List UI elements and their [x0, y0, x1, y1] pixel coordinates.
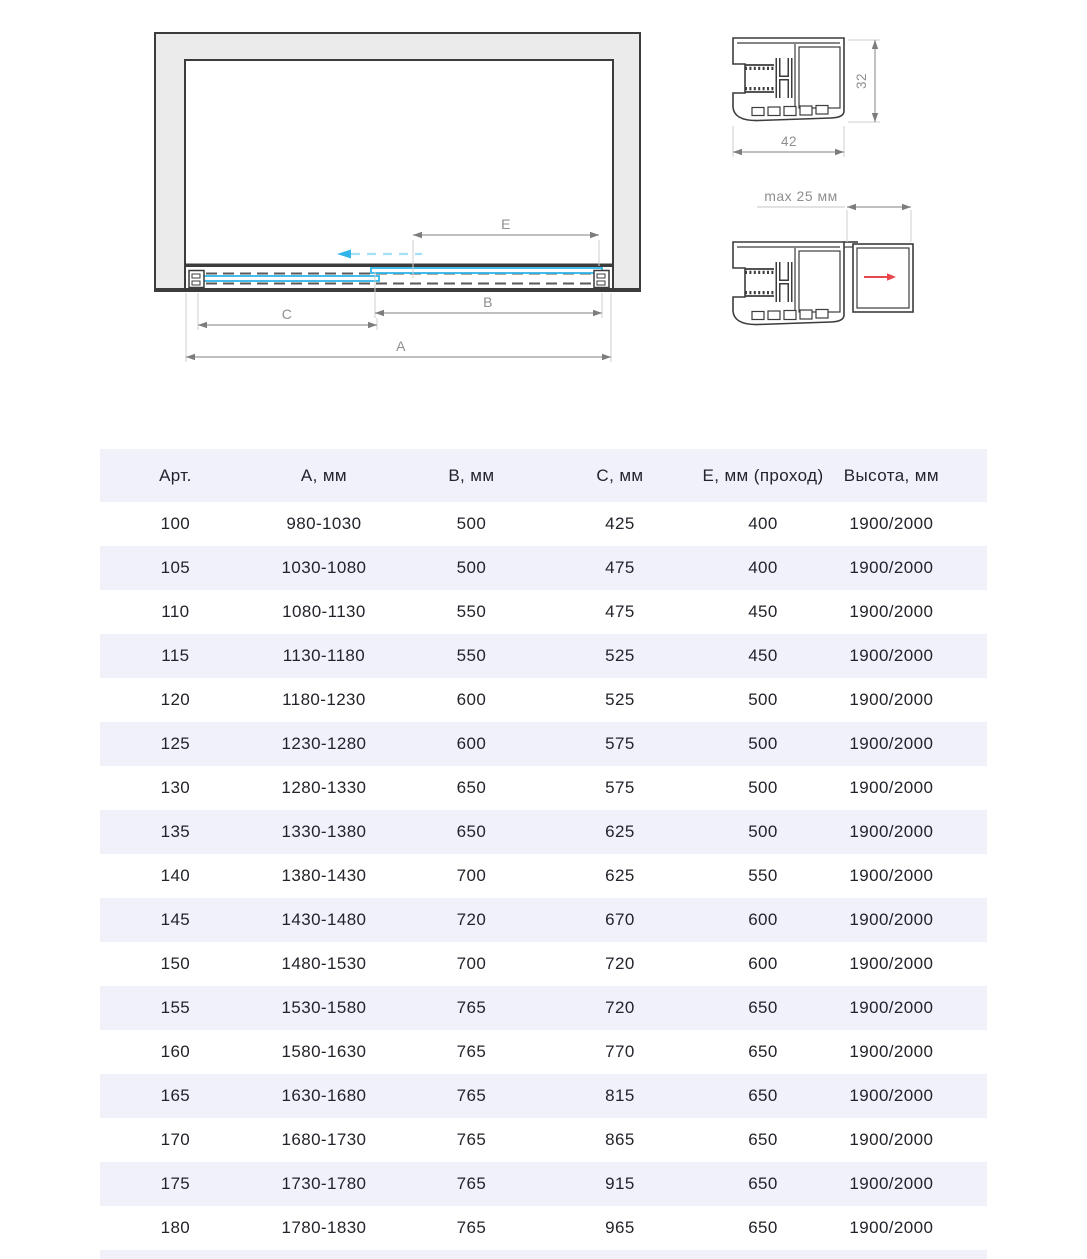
right-bracket — [594, 271, 609, 288]
table-cell: 1900/2000 — [849, 998, 934, 1017]
table-cell: 475 — [605, 558, 635, 577]
column-header: Высота, мм — [843, 465, 939, 485]
dim-label-e: E — [501, 216, 511, 232]
table-row — [100, 678, 987, 722]
table-cell: 625 — [605, 866, 635, 885]
table-cell: 765 — [456, 1130, 487, 1149]
dimension-a — [186, 293, 611, 362]
table-cell: 400 — [748, 514, 778, 533]
table-cell: 650 — [748, 1130, 778, 1149]
table-cell: 1900/2000 — [849, 1086, 934, 1105]
table-row — [100, 1206, 987, 1250]
table-cell: 120 — [160, 690, 191, 709]
table-cell: 1900/2000 — [849, 822, 934, 841]
table-cell: 110 — [161, 602, 190, 621]
dim-label-a: A — [396, 338, 406, 354]
table-cell: 720 — [456, 910, 487, 929]
left-bracket — [189, 271, 204, 288]
table-cell: 1680-1730 — [281, 1130, 367, 1149]
table-cell: 130 — [160, 778, 191, 797]
table-cell: 650 — [748, 1218, 778, 1237]
table-cell: 550 — [456, 602, 487, 621]
table-cell: 1630-1680 — [281, 1086, 367, 1105]
table-cell: 1900/2000 — [849, 646, 934, 665]
profile-extension-diagram — [733, 188, 913, 325]
dimension-c — [198, 293, 377, 330]
column-header: Е, мм (проход) — [702, 465, 824, 485]
technical-drawings — [0, 0, 1087, 446]
table-row — [100, 634, 987, 678]
table-cell: 1080-1130 — [282, 602, 366, 621]
dimension-42 — [733, 126, 844, 157]
table-cell: 650 — [748, 1174, 778, 1193]
table-cell: 1900/2000 — [849, 514, 934, 533]
table-cell: 720 — [605, 998, 635, 1017]
table-cell: 650 — [748, 1086, 778, 1105]
table-cell: 1900/2000 — [849, 1218, 934, 1237]
table-cell: 650 — [748, 1042, 778, 1061]
table-cell: 575 — [605, 734, 635, 753]
column-header: С, мм — [596, 465, 644, 485]
table-cell: 165 — [160, 1086, 191, 1105]
table-row — [100, 1118, 987, 1162]
table-cell: 115 — [161, 646, 190, 665]
table-cell: 600 — [748, 910, 778, 929]
table-cell: 625 — [605, 822, 635, 841]
table-cell: 450 — [748, 602, 778, 621]
table-cell: 500 — [748, 690, 778, 709]
table-cell: 1230-1280 — [281, 734, 367, 753]
table-cell: 1280-1330 — [281, 778, 367, 797]
table-cell: 765 — [456, 1174, 487, 1193]
table-cell: 475 — [605, 602, 635, 621]
table-row — [100, 1162, 987, 1206]
table-cell: 1430-1480 — [281, 910, 367, 929]
table-cell: 1330-1380 — [281, 822, 367, 841]
table-cell: 720 — [605, 954, 635, 973]
table-cell: 400 — [748, 558, 778, 577]
fixed-glass-panel — [201, 276, 379, 281]
table-row — [100, 546, 987, 590]
dim-label-42: 42 — [780, 134, 798, 149]
table-cell: 500 — [748, 778, 778, 797]
table-cell: 600 — [456, 734, 487, 753]
table-cell: 150 — [160, 954, 191, 973]
size-table-body — [100, 502, 987, 1250]
table-cell: 765 — [456, 1218, 487, 1237]
table-cell: 700 — [456, 866, 487, 885]
table-cell: 550 — [748, 866, 778, 885]
table-cell: 980-1030 — [286, 514, 362, 533]
column-header: А, мм — [300, 465, 348, 485]
table-cell: 135 — [160, 822, 191, 841]
table-cell: 965 — [605, 1218, 635, 1237]
table-cell: 525 — [605, 690, 635, 709]
table-header-row — [100, 449, 987, 502]
table-cell: 450 — [748, 646, 778, 665]
table-cell: 915 — [605, 1174, 635, 1193]
wall-profile-drawing — [733, 242, 844, 325]
opening — [185, 60, 613, 291]
table-cell: 600 — [748, 954, 778, 973]
table-row — [100, 1030, 987, 1074]
table-cell: 500 — [748, 822, 778, 841]
table-row — [100, 766, 987, 810]
table-cell: 1900/2000 — [849, 602, 934, 621]
table-cell: 500 — [456, 558, 487, 577]
table-cell: 160 — [160, 1042, 191, 1061]
table-cell: 1380-1430 — [281, 866, 367, 885]
table-cell: 1900/2000 — [849, 734, 934, 753]
table-cell: 650 — [456, 778, 487, 797]
table-cell: 575 — [605, 778, 635, 797]
table-cell: 865 — [605, 1130, 635, 1149]
table-cell: 1900/2000 — [849, 866, 934, 885]
table-cell: 770 — [605, 1042, 635, 1061]
table-row — [100, 502, 987, 546]
table-cell: 525 — [605, 646, 635, 665]
table-cell: 1900/2000 — [849, 778, 934, 797]
table-row — [100, 1074, 987, 1118]
table-cell: 1900/2000 — [849, 910, 934, 929]
table-cell: 670 — [605, 910, 635, 929]
table-cell: 155 — [160, 998, 191, 1017]
table-cell: 765 — [456, 1042, 487, 1061]
wall-profile-drawing — [733, 38, 844, 121]
table-cell: 1730-1780 — [281, 1174, 367, 1193]
table-cell: 105 — [160, 558, 191, 577]
table-cell: 1130-1180 — [282, 646, 366, 665]
column-header: Арт. — [159, 465, 192, 485]
table-row — [100, 898, 987, 942]
table-cell: 140 — [160, 866, 191, 885]
dim-label-c: C — [281, 306, 293, 322]
table-cell: 170 — [160, 1130, 191, 1149]
size-table-grid — [100, 449, 987, 1250]
table-cell: 100 — [160, 514, 191, 533]
table-row — [100, 810, 987, 854]
table-cell: 175 — [160, 1174, 191, 1193]
table-row — [100, 986, 987, 1030]
table-row — [100, 590, 987, 634]
table-cell: 1580-1630 — [281, 1042, 367, 1061]
table-cell: 180 — [160, 1218, 191, 1237]
table-row — [100, 722, 987, 766]
table-cell: 1900/2000 — [849, 1174, 934, 1193]
table-row — [100, 942, 987, 986]
table-cell: 125 — [160, 734, 191, 753]
table-cell: 1900/2000 — [849, 1130, 934, 1149]
table-cell: 145 — [160, 910, 191, 929]
table-cell: 1900/2000 — [849, 558, 934, 577]
table-cell: 1900/2000 — [849, 690, 934, 709]
table-cell: 1030-1080 — [281, 558, 367, 577]
column-header: В, мм — [448, 465, 495, 485]
bottom-edge — [155, 288, 640, 292]
table-cell: 600 — [456, 690, 487, 709]
table-cell: 500 — [748, 734, 778, 753]
dim-label-32: 32 — [854, 72, 869, 90]
table-cell: 550 — [456, 646, 487, 665]
dimension-max25 — [757, 188, 911, 242]
table-cell: 1900/2000 — [849, 954, 934, 973]
front-view-diagram — [155, 33, 640, 362]
sliding-glass-panel — [371, 268, 602, 273]
track-bar — [185, 264, 613, 268]
table-cell: 1530-1580 — [281, 998, 367, 1017]
table-cell: 650 — [748, 998, 778, 1017]
table-cell: 500 — [456, 514, 487, 533]
table-cell: 765 — [456, 1086, 487, 1105]
table-cell: 425 — [605, 514, 635, 533]
table-cell: 650 — [456, 822, 487, 841]
dim-label-b: B — [483, 294, 493, 310]
table-cell: 1780-1830 — [281, 1218, 367, 1237]
profile-cross-section — [733, 38, 880, 157]
size-table — [100, 449, 987, 1259]
table-cell: 1480-1530 — [281, 954, 367, 973]
table-cell: 765 — [456, 998, 487, 1017]
table-cell: 1900/2000 — [849, 1042, 934, 1061]
dimension-32 — [848, 40, 880, 122]
table-cell: 700 — [456, 954, 487, 973]
table-cell: 1180-1230 — [282, 690, 366, 709]
dim-label-max25: max 25 мм — [764, 188, 838, 204]
table-row — [100, 854, 987, 898]
table-cell: 815 — [605, 1086, 635, 1105]
